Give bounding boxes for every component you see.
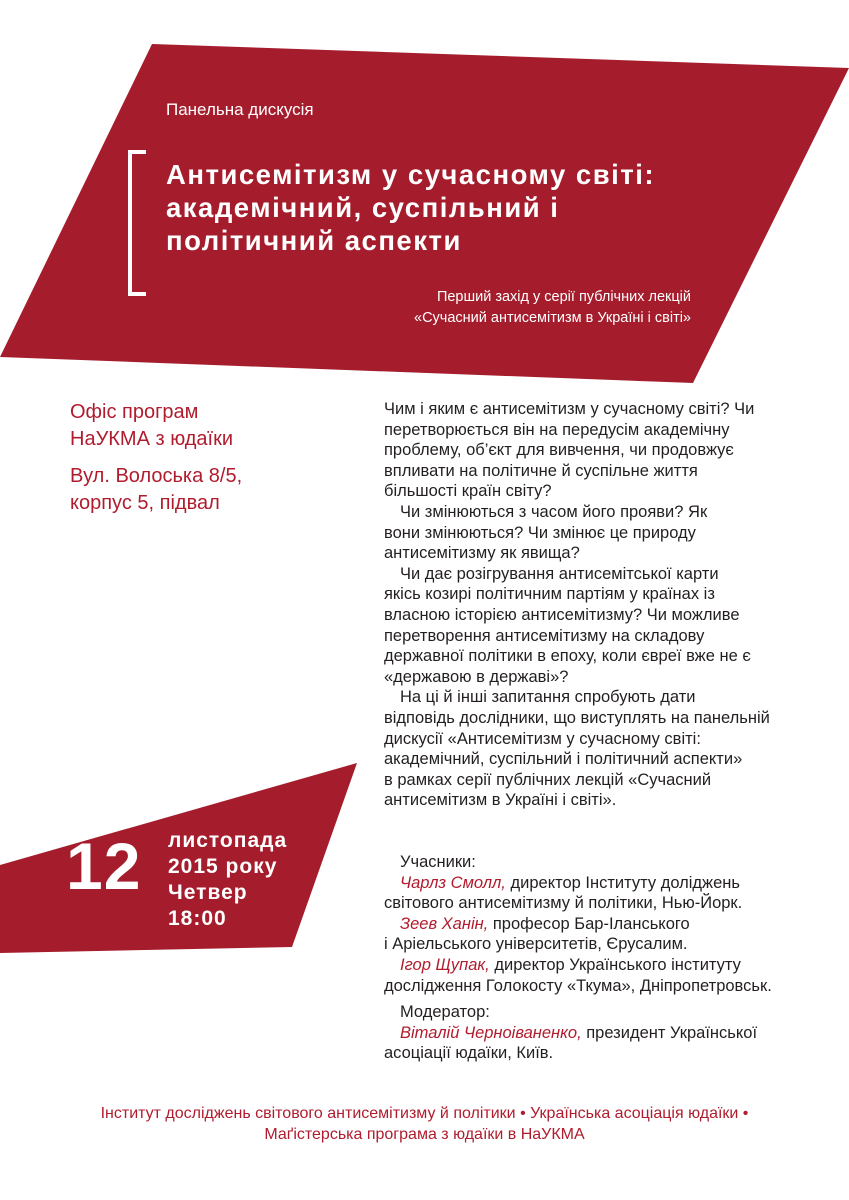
participant-name: Ігор Щупак, [400,955,490,974]
event-time: 18:00 [168,907,227,930]
text-line: більшості країн світу? [384,482,552,501]
participant-role-cont: і Аріельського університетів, Єрусалим. [384,935,688,954]
participant-role-cont: дослідження Голокосту «Ткума», Дніпропетровськ. [384,976,772,995]
text-line: проблему, об’єкт для вивчення, чи продовжує [384,441,734,460]
text-line: впливати на політичне й суспільне життя [384,461,698,480]
participant-role-cont: світового антисемітизму й політики, Нью-Йорк. [384,894,743,913]
title-line: політичний аспекти [166,225,462,256]
text-line: в рамках серії публічних лекцій «Сучасний [384,770,712,789]
event-year: 2015 року [168,855,278,878]
event-datetime [168,828,287,932]
text-line: перетворюється він на передусім академічну [384,420,730,439]
participant-entry [384,873,824,894]
description-paragraph [384,564,824,688]
event-weekday: Четвер [168,881,248,904]
moderator-heading: Модератор: [400,1003,490,1022]
participants-block [384,852,824,1064]
title-line: академічний, суспільний і [166,192,560,223]
series-line: Перший захід у серії публічних лекцій [436,289,691,305]
participants-heading: Учасники: [400,853,476,871]
text-line: «державою в державі»? [384,667,569,686]
text-line: Чим і яким є антисемітизм у сучасному світі? Чи [384,400,755,418]
series-caption [414,287,691,329]
moderator-name: Віталій Черноіваненко, [400,1023,582,1042]
participant-entry [384,914,824,935]
text-line: На ці й інші запитання спробують дати [400,688,696,707]
organizers-footer [0,1103,849,1145]
text-line: антисемітизму як явища? [384,544,580,563]
description-paragraph [384,399,824,502]
office-line: НаУКМА з юдаїки [70,428,234,450]
address-line: Вул. Волоська 8/5, [70,465,243,487]
title-line: Антисемітизм у сучасному світі: [166,159,656,190]
footer-line: Інститут досліджень світового антисемітизму й політики • Українська асоціація юдаїки • [100,1105,749,1122]
participant-role: професор Бар-Іланського [488,914,690,933]
bracket-decoration [128,150,146,296]
participant-role: директор Інституту доліджень [505,873,740,892]
event-day: 12 [66,829,142,903]
text-line: антисемітизм в Україні і світі». [384,791,617,810]
moderator-entry [384,1023,824,1044]
venue-block [70,399,242,517]
participant-role: директор Українського інституту [489,955,741,974]
series-line: «Сучасний антисемітизм в Україні і світі» [414,310,691,326]
text-line: вони змінюються? Чи змінює це природу [384,523,696,542]
participant-entry [384,955,824,976]
description-paragraph [384,502,824,564]
footer-line: Маґістерська програма з юдаїки в НаУКМА [264,1126,585,1143]
description-paragraph [384,687,824,811]
event-title [166,158,766,257]
participant-name: Чарлз Смолл, [400,873,506,892]
moderator-role-cont: асоціації юдаїки, Київ. [384,1044,554,1063]
office-line: Офіс програм [70,401,199,423]
text-line: Чи змінюються з часом його прояви? Як [400,502,708,521]
text-line: перетворення антисемітизму на складову [384,626,705,645]
text-line: власною історією антисемітизму? Чи можливе [384,605,740,624]
event-month: листопада [168,829,288,852]
text-line: Чи дає розігрування антисемітської карти [400,564,719,583]
address-line: корпус 5, підвал [70,492,220,514]
text-line: якісь козирі політичним партіям у країнах із [384,585,715,604]
text-line: дискусії «Антисемітизм у сучасному світі: [384,729,701,748]
text-line: державної політики в епоху, коли євреї вже не є [384,647,751,666]
description [384,399,824,811]
participant-name: Зеев Ханін, [400,914,489,933]
moderator-role: президент Української [581,1023,758,1042]
text-line: академічний, суспільний і політичний аспекти» [384,750,743,769]
text-line: відповідь дослідники, що виступлять на панельній [384,708,770,727]
event-type-label: Панельна дискусія [166,100,314,119]
